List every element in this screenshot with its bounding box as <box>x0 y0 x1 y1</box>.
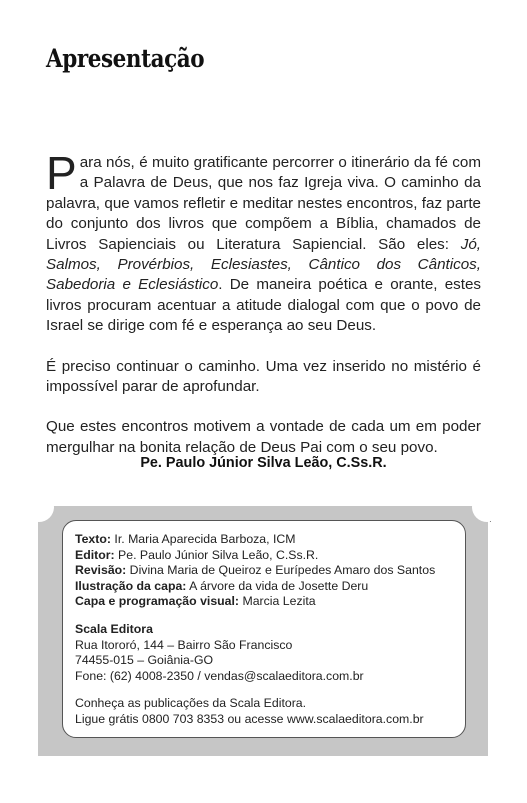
dot-mark: · <box>489 517 492 526</box>
credit-label: Ilustração da capa: <box>75 578 187 593</box>
page-title: Apresentação <box>46 44 205 73</box>
promo-line-1: Conheça as publicações da Scala Editora. <box>75 696 307 711</box>
credits-card <box>62 520 466 738</box>
credit-label: Texto: <box>75 532 111 546</box>
intro-text: ara nós, é muito gratificante percorrer o itinerário da fé com a Palavra de Deus, que nos faz Igreja viva. O caminho da palavra, que vamos refletir e meditar nestes encontros, faz parte do conjunto dos livros que compõem a Bíblia, chamados de Livros Sapienciais ou Literatura Sapiencial. São eles: <box>46 154 481 253</box>
credit-label: Editor: <box>75 547 115 562</box>
credit-row <box>75 594 453 610</box>
credit-value: A árvore da vida de Josette Deru <box>186 578 369 593</box>
books-list: Jó, Salmos, Provérbios, Eclesiastes, Cântico dos Cânticos, Sabedoria e Eclesiástico <box>46 235 481 294</box>
intro-text-end: . De maneira poética e orante, estes livros procuram acentuar a atitude dialogal com que o povo de Israel se dirige com fé e esperança ao seu Deus. <box>46 276 481 335</box>
credit-row <box>75 532 453 548</box>
credit-row <box>75 579 453 595</box>
credit-row <box>75 548 453 564</box>
credit-value: Ir. Maria Aparecida Barboza, ICM <box>110 532 296 546</box>
intro-paragraph <box>46 147 481 337</box>
paragraph-continue: É preciso continuar o caminho. Uma vez inserido no mistério é impossível parar de aprofundar. <box>46 357 481 396</box>
publisher-name: Scala Editora <box>75 621 153 636</box>
credit-value: Marcia Lezita <box>239 594 316 609</box>
drop-cap: P <box>46 147 77 199</box>
publisher-city: 74455-015 – Goiânia-GO <box>75 653 214 668</box>
publisher-contact: Fone: (62) 4008-2350 / vendas@scalaeditora.com.br <box>75 668 364 683</box>
credit-value: Divina Maria de Queiroz e Eurípedes Amaro dos Santos <box>126 563 436 578</box>
paragraph-encounters: Que estes encontros motivem a vontade de cada um em poder mergulhar na bonita relação de Deus Pai com o seu povo. <box>46 418 481 456</box>
publisher-address: Rua Itororó, 144 – Bairro São Francisco <box>75 637 293 652</box>
credit-value: Pe. Paulo Júnior Silva Leão, C.Ss.R. <box>114 547 319 562</box>
credit-label: Revisão: <box>75 563 127 578</box>
author-signature: Pe. Paulo Júnior Silva Leão, C.Ss.R. <box>140 455 387 471</box>
credit-label: Capa e programação visual: <box>75 594 240 609</box>
credits-list <box>75 532 453 610</box>
presentation-text <box>46 147 481 478</box>
credit-row <box>75 563 453 579</box>
promo-line-2: Ligue grátis 0800 703 8353 ou acesse www.scalaeditora.com.br <box>75 711 424 726</box>
